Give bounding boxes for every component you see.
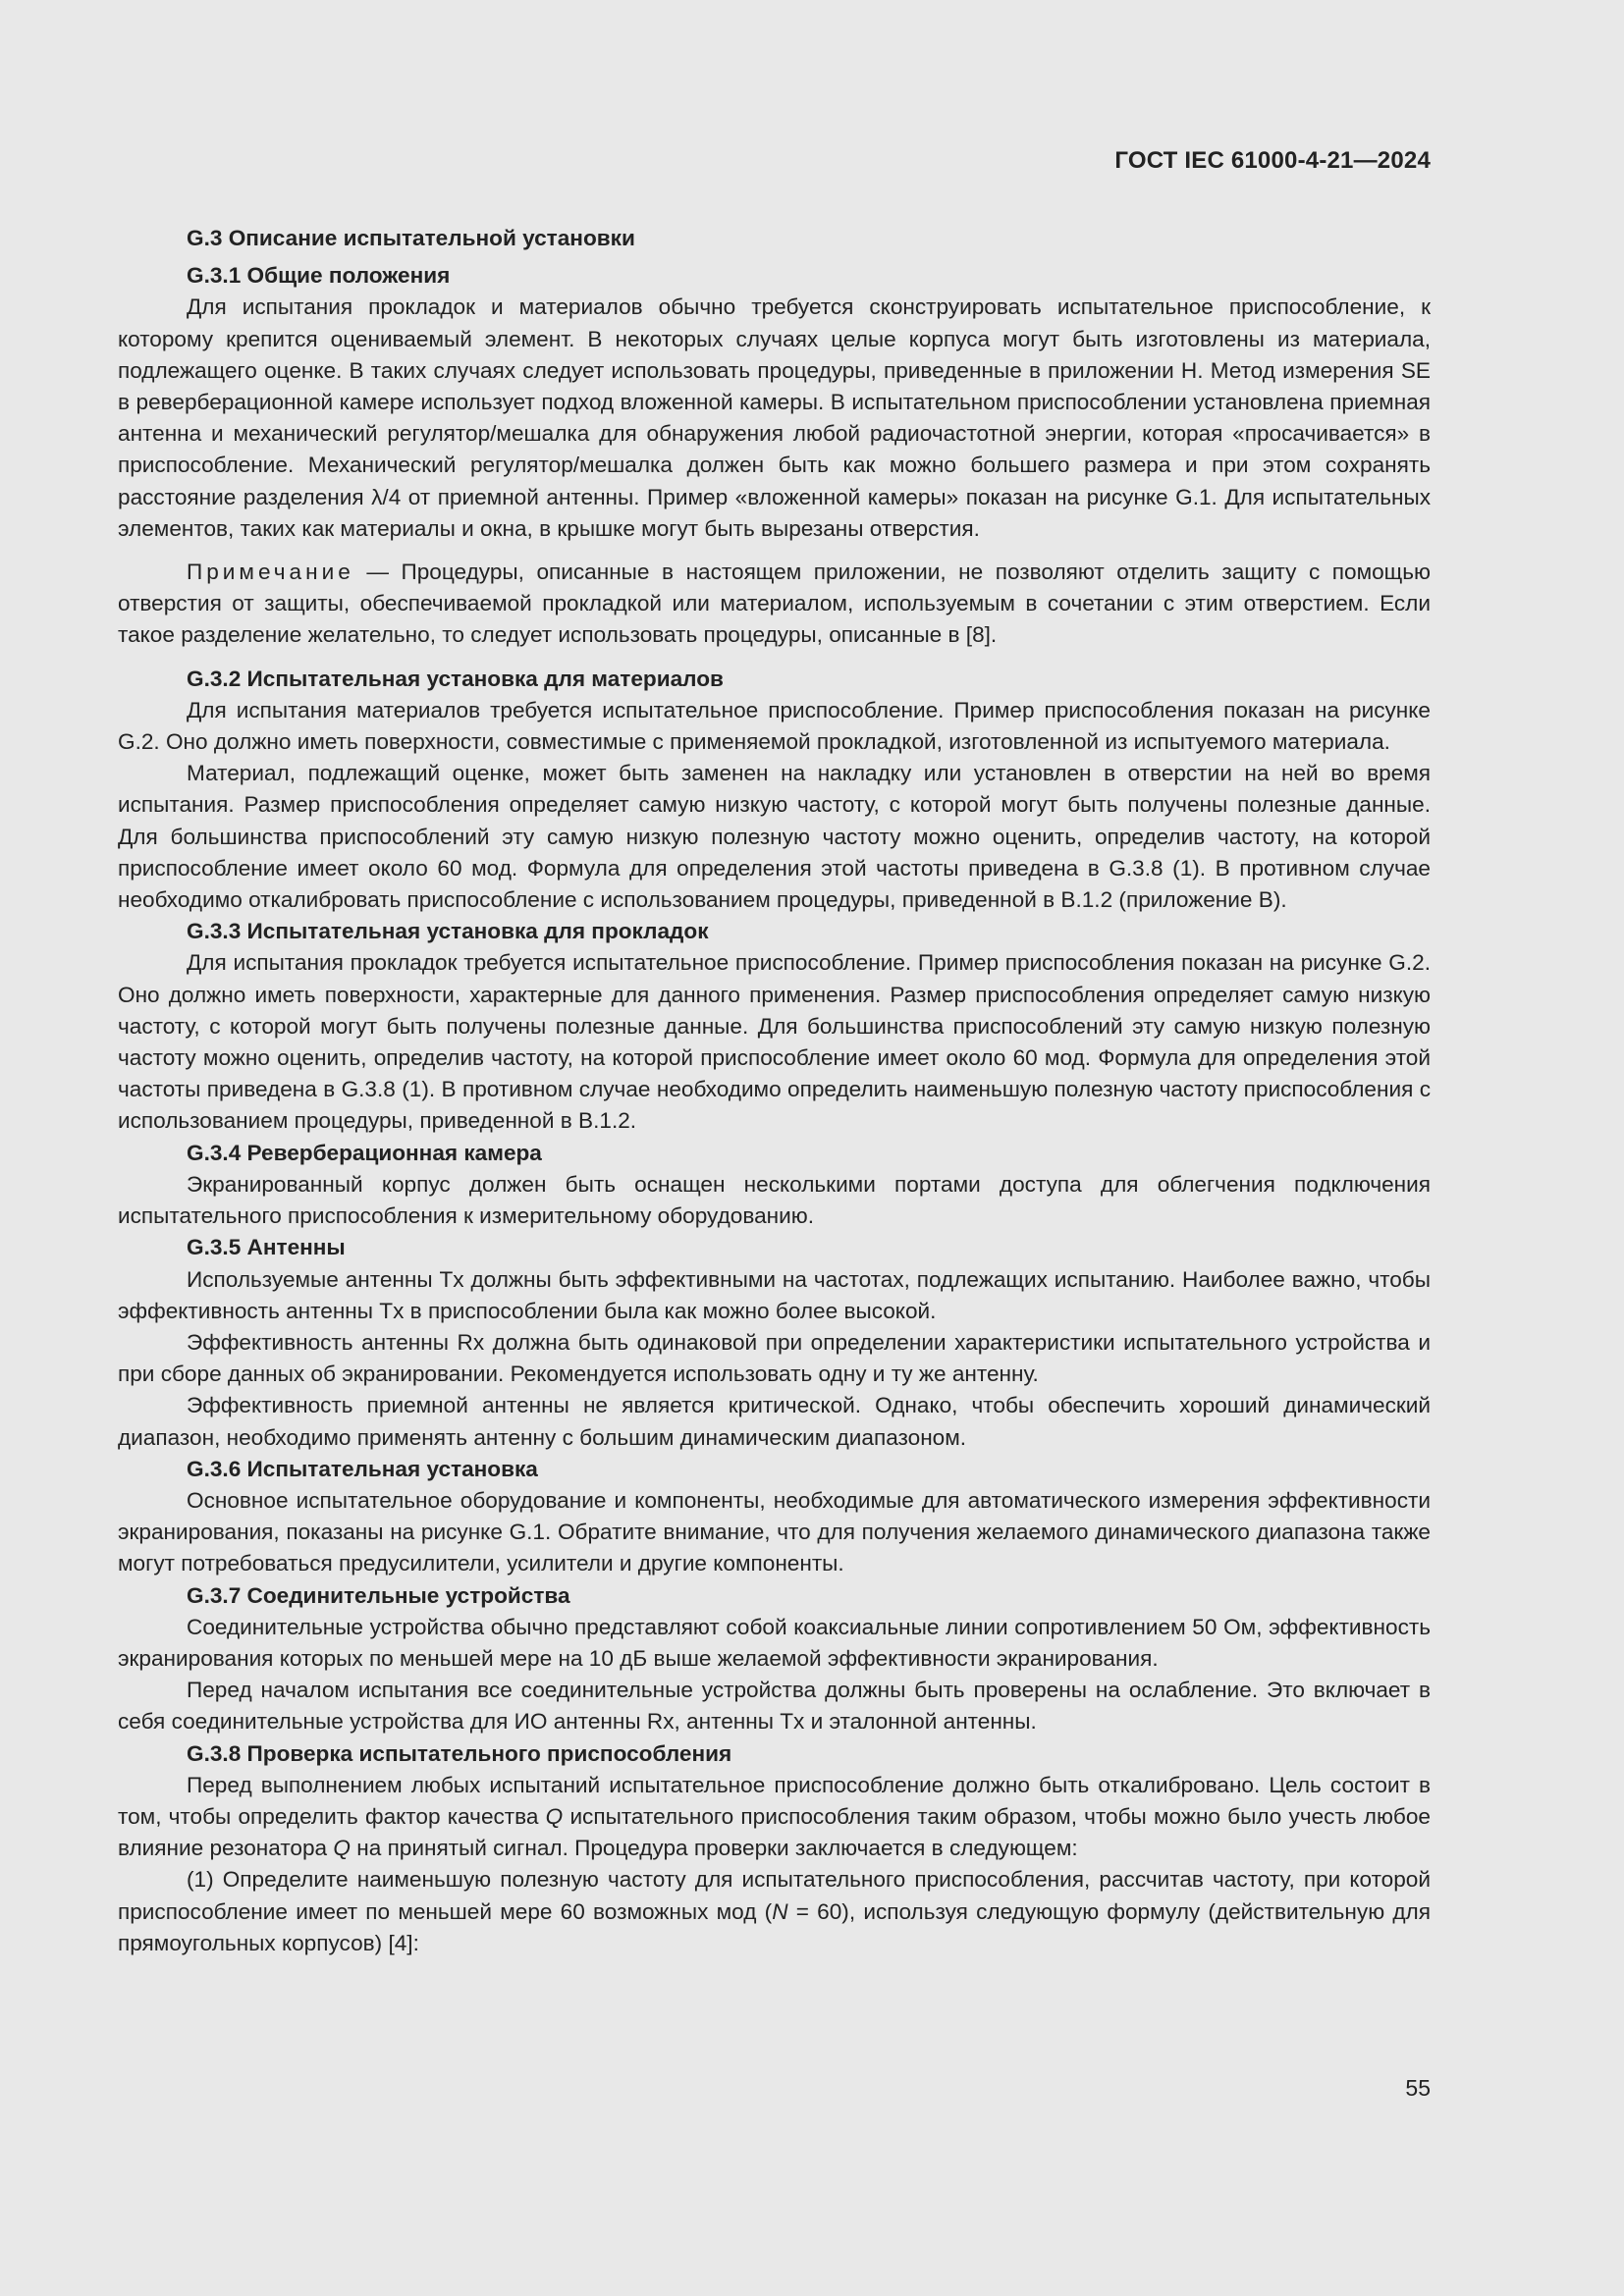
g38-step1-part-2: = 60), используя следующую формулу (действительную для прямоугольных корпусов) [4]: <box>118 1898 1431 1955</box>
note-text: — Процедуры, описанные в настоящем приложении, не позволяют отделить защиту с помощью отверстия от защиты, обеспечиваемой прокладкой или материалом, используемым в сочетании с этим отверстием. Если такое разделение желательно, то следует использовать процедуры, описанные в [8]. <box>118 560 1431 648</box>
section-g37-title: G.3.7 Соединительные устройства <box>187 1582 570 1608</box>
g38-text-part-1: Перед выполнением любых испытаний испытательное приспособление должно быть откалибровано. Цель состоит в том, чтобы определить фактор качества <box>118 1772 1431 1829</box>
note-paragraph <box>118 557 1431 652</box>
section-g32-paragraph-2: Материал, подлежащий оценке, может быть заменен на накладку или установлен в отверстии на ней во время испытания. Размер приспособления определяет самую низкую частоту, с которой могут быть получены полезные данные. Для большинства приспособлений эту самую низкую полезную частоту можно оценить, определив частоту, на которой приспособление имеет около 60 мод. Формула для определения этой частоты приведена в G.3.8 (1). В противном случае необходимо откалибровать приспособление с использованием процедуры, приведенной в B.1.2 (приложение B). <box>118 761 1431 913</box>
quality-factor-symbol: Q <box>545 1803 564 1829</box>
g38-text-part-2: испытательного приспособления таким образом, чтобы можно было учесть любое влияние резонатора <box>118 1803 1431 1861</box>
section-g31-paragraph: Для испытания прокладок и материалов обычно требуется сконструировать испытательное приспособление, к которому крепится оцениваемый элемент. В некоторых случаях целые корпуса могут быть изготовлены из материала, подлежащего оценке. В таких случаях следует использовать процедуры, приведенные в приложении H. Метод измерения SE в реверберационной камере использует подход вложенной камеры. В испытательном приспособлении установлена приемная антенна и механический регулятор/мешалка для обнаружения любой радиочастотной энергии, которая «просачивается» в приспособление. Механический регулятор/мешалка должен быть как можно большего размера и при этом сохранять расстояние разделения λ/4 от приемной антенны. Пример «вложенной камеры» показан на рисунке G.1. Для испытательных элементов, таких как материалы и окна, в крышке могут быть вырезаны отверстия. <box>118 294 1431 541</box>
section-g3-title: G.3 Описание испытательной установки <box>187 226 635 250</box>
g38-text-part-3: на принятый сигнал. Процедура проверки заключается в следующем: <box>350 1836 1078 1861</box>
section-g35-paragraph-2: Эффективность антенны Rx должна быть одинаковой при определении характеристики испытательного устройства и при сборе данных об экранировании. Рекомендуется использовать одну и ту же антенну. <box>118 1329 1431 1387</box>
section-g32-paragraph-1: Для испытания материалов требуется испытательное приспособление. Пример приспособления показан на рисунке G.2. Оно должно иметь поверхности, совместимые с применяемой прокладкой, изготовленной из испытуемого материала. <box>118 697 1431 755</box>
section-g36-title: G.3.6 Испытательная установка <box>187 1456 538 1481</box>
page-number: 55 <box>1405 2075 1431 2101</box>
mode-count-symbol: N <box>772 1898 788 1924</box>
section-g37-paragraph-1: Соединительные устройства обычно представляют собой коаксиальные линии сопротивлением 50 Ом, эффективность экранирования которых по меньшей мере на 10 дБ выше желаемой эффективности экранирования. <box>118 1614 1431 1671</box>
quality-factor-symbol: Q <box>333 1836 351 1861</box>
section-g34-paragraph: Экранированный корпус должен быть оснащен несколькими портами доступа для облегчения подключения испытательного приспособления к измерительному оборудованию. <box>118 1171 1431 1229</box>
section-g37-paragraph-2: Перед началом испытания все соединительные устройства должны быть проверены на ослабление. Это включает в себя соединительные устройства для ИО антенны Rx, антенны Tx и эталонной антенны. <box>118 1678 1431 1735</box>
section-g38-title: G.3.8 Проверка испытательного приспособления <box>187 1740 732 1766</box>
section-g36-paragraph: Основное испытательное оборудование и компоненты, необходимые для автоматического измерения эффективности экранирования, показаны на рисунке G.1. Обратите внимание, что для получения желаемого динамического диапазона также могут потребоваться предусилители, усилители и другие компоненты. <box>118 1487 1431 1576</box>
note-label: Примечание <box>187 560 354 585</box>
section-g31-title: G.3.1 Общие положения <box>187 263 451 289</box>
section-g33-title: G.3.3 Испытательная установка для прокладок <box>187 919 709 944</box>
section-g35-paragraph-3: Эффективность приемной антенны не является критической. Однако, чтобы обеспечить хороший динамический диапазон, необходимо применять антенну с большим динамическим диапазоном. <box>118 1393 1431 1450</box>
page-body <box>118 223 1431 1959</box>
section-g33-paragraph: Для испытания прокладок требуется испытательное приспособление. Пример приспособления показан на рисунке G.2. Оно должно иметь поверхности, характерные для данного применения. Размер приспособления определяет самую низкую частоту, с которой могут быть получены полезные данные. Для большинства приспособлений эту самую низкую полезную частоту можно оценить, определив частоту, на которой приспособление имеет около 60 мод. Формула для определения этой частоты приведена в G.3.8 (1). В противном случае необходимо определить наименьшую полезную частоту приспособления с использованием процедуры, приведенной в B.1.2. <box>118 950 1431 1134</box>
section-g35-paragraph-1: Используемые антенны Tx должны быть эффективными на частотах, подлежащих испытанию. Наиболее важно, чтобы эффективность антенны Tx в приспособлении была как можно более высокой. <box>118 1266 1431 1323</box>
section-g38-paragraph-1 <box>118 1770 1431 1865</box>
section-g35-title: G.3.5 Антенны <box>187 1235 346 1260</box>
section-g38-paragraph-2 <box>118 1864 1431 1959</box>
g38-step1-part-1: (1) Определите наименьшую полезную частоту для испытательного приспособления, рассчитав частоту, при которой приспособление имеет по меньшей мере 60 возможных мод ( <box>118 1867 1431 1924</box>
section-g32-title: G.3.2 Испытательная установка для материалов <box>187 666 724 691</box>
document-standard-id: ГОСТ IEC 61000-4-21—2024 <box>1114 147 1431 174</box>
section-g34-title: G.3.4 Реверберационная камера <box>187 1140 542 1165</box>
